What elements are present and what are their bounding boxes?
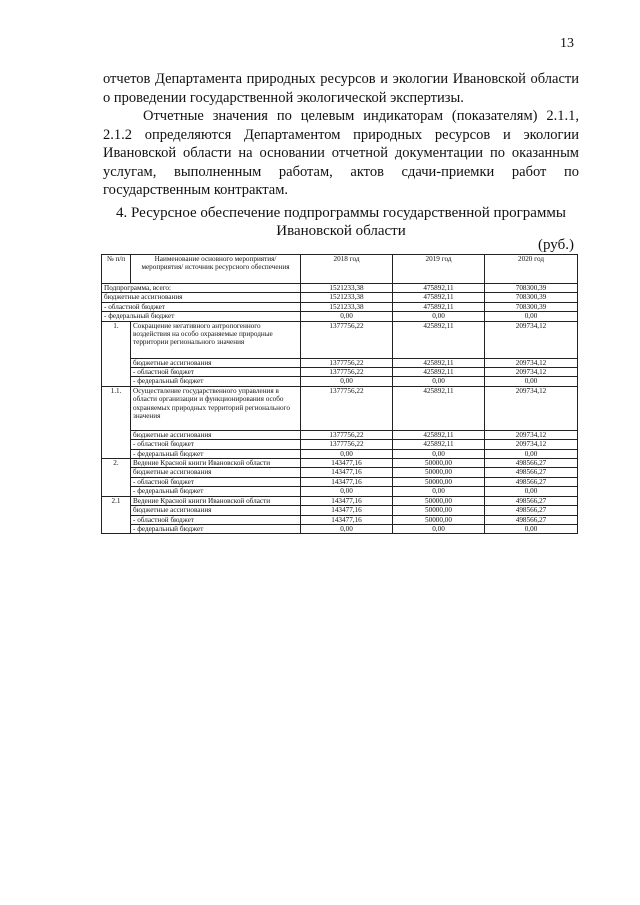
funding-row: [102, 377, 578, 386]
row-number: 2.: [102, 459, 131, 497]
header-2018: 2018 год: [301, 255, 393, 284]
funding-row: [102, 468, 578, 477]
value-2019: 0,00: [393, 312, 485, 321]
value-2020: 498566,27: [485, 515, 578, 524]
value-2019: 50000,00: [393, 506, 485, 515]
value-2018: 1521233,38: [301, 284, 393, 293]
value-2018: 1521233,38: [301, 293, 393, 302]
summary-row: [102, 302, 578, 311]
funding-row: [102, 449, 578, 458]
summary-row: [102, 284, 578, 293]
group-row: [102, 321, 578, 358]
section-title: [103, 204, 579, 240]
header-2019: 2019 год: [393, 255, 485, 284]
summary-row: [102, 293, 578, 302]
funding-row: [102, 515, 578, 524]
value-2019: 475892,11: [393, 302, 485, 311]
group-row: [102, 496, 578, 505]
row-number: 1.: [102, 321, 131, 386]
activity-title: Ведение Красной книги Ивановской области: [131, 496, 301, 505]
value-2018: 0,00: [301, 449, 393, 458]
row-label: - федеральный бюджет: [131, 449, 301, 458]
activity-title: Сокращение негативного антропогенного воздействия на особо охраняемые природные территории регионального значения: [131, 321, 301, 358]
value-2020: 209734,12: [485, 321, 578, 358]
value-2020: 498566,27: [485, 459, 578, 468]
value-2019: 425892,11: [393, 368, 485, 377]
funding-row: [102, 440, 578, 449]
value-2020: 0,00: [485, 377, 578, 386]
value-2019: 475892,11: [393, 284, 485, 293]
header-number: № п/п: [102, 255, 131, 284]
value-2018: 143477,16: [301, 515, 393, 524]
funding-row: [102, 368, 578, 377]
table-header-row: [102, 255, 578, 284]
paragraph-2: Отчетные значения по целевым индикаторам (показателям) 2.1.1, 2.1.2 определяются Департаментом природных ресурсов и экологии Ивановской области на основании отчетной документации по оказанным услугам, выполненным работам, актов сдачи-приемки работ по государственным контрактам.: [103, 108, 579, 198]
row-label: бюджетные ассигнования: [102, 293, 301, 302]
row-label: - федеральный бюджет: [131, 524, 301, 533]
value-2019: 425892,11: [393, 430, 485, 439]
value-2018: 1377756,22: [301, 430, 393, 439]
summary-row: [102, 312, 578, 321]
value-2018: 143477,16: [301, 506, 393, 515]
row-label: бюджетные ассигнования: [131, 506, 301, 515]
value-2018: 1377756,22: [301, 358, 393, 367]
row-number: 2.1: [102, 496, 131, 534]
activity-title: Ведение Красной книги Ивановской области: [131, 459, 301, 468]
activity-title: Осуществление государственного управления в области организации и функционирования особо охраняемых природных территорий регионального значения: [131, 386, 301, 430]
value-2019: 425892,11: [393, 386, 485, 430]
value-2020: 209734,12: [485, 368, 578, 377]
section-title-line-2: Ивановской области: [276, 223, 406, 239]
row-label: бюджетные ассигнования: [131, 430, 301, 439]
funding-row: [102, 477, 578, 486]
funding-row: [102, 524, 578, 533]
row-number: 1.1.: [102, 386, 131, 458]
value-2018: 143477,16: [301, 468, 393, 477]
value-2020: 0,00: [485, 312, 578, 321]
row-label: - областной бюджет: [131, 477, 301, 486]
value-2019: 425892,11: [393, 440, 485, 449]
value-2019: 0,00: [393, 524, 485, 533]
paragraph-1: отчетов Департамента природных ресурсов и экологии Ивановской области о проведении государственной экологической экспертизы.: [103, 71, 579, 106]
funding-row: [102, 487, 578, 496]
row-label: - федеральный бюджет: [131, 377, 301, 386]
value-2020: 0,00: [485, 524, 578, 533]
currency-unit: (руб.): [538, 237, 574, 253]
value-2020: 209734,12: [485, 430, 578, 439]
value-2019: 50000,00: [393, 468, 485, 477]
page-number: 13: [560, 36, 574, 51]
value-2020: 498566,27: [485, 468, 578, 477]
value-2019: 50000,00: [393, 515, 485, 524]
value-2020: 209734,12: [485, 358, 578, 367]
value-2020: 708300,39: [485, 302, 578, 311]
value-2018: 1377756,22: [301, 368, 393, 377]
funding-row: [102, 430, 578, 439]
resource-table: [101, 254, 578, 534]
value-2018: 0,00: [301, 487, 393, 496]
value-2020: 498566,27: [485, 506, 578, 515]
header-2020: 2020 год: [485, 255, 578, 284]
group-row: [102, 386, 578, 430]
value-2018: 143477,16: [301, 459, 393, 468]
header-name: Наименование основного мероприятия/ мероприятия/ источник ресурсного обеспечения: [131, 255, 301, 284]
row-label: - федеральный бюджет: [131, 487, 301, 496]
value-2019: 475892,11: [393, 293, 485, 302]
value-2019: 0,00: [393, 377, 485, 386]
row-label: - областной бюджет: [102, 302, 301, 311]
value-2019: 0,00: [393, 449, 485, 458]
value-2019: 425892,11: [393, 358, 485, 367]
value-2020: 0,00: [485, 487, 578, 496]
row-label: - федеральный бюджет: [102, 312, 301, 321]
value-2018: 143477,16: [301, 496, 393, 505]
value-2019: 0,00: [393, 487, 485, 496]
row-label: - областной бюджет: [131, 440, 301, 449]
value-2019: 50000,00: [393, 477, 485, 486]
row-label: - областной бюджет: [131, 368, 301, 377]
value-2018: 1377756,22: [301, 440, 393, 449]
table-body: [102, 284, 578, 534]
row-label: - областной бюджет: [131, 515, 301, 524]
value-2020: 708300,39: [485, 293, 578, 302]
value-2019: 50000,00: [393, 459, 485, 468]
row-label: Подпрограмма, всего:: [102, 284, 301, 293]
value-2020: 498566,27: [485, 477, 578, 486]
funding-row: [102, 506, 578, 515]
funding-row: [102, 358, 578, 367]
value-2018: 143477,16: [301, 477, 393, 486]
section-title-line-1: 4. Ресурсное обеспечение подпрограммы государственной программы: [116, 205, 566, 221]
value-2018: 0,00: [301, 312, 393, 321]
value-2020: 209734,12: [485, 440, 578, 449]
value-2019: 50000,00: [393, 496, 485, 505]
value-2018: 1377756,22: [301, 321, 393, 358]
row-label: бюджетные ассигнования: [131, 358, 301, 367]
row-label: бюджетные ассигнования: [131, 468, 301, 477]
value-2020: 708300,39: [485, 284, 578, 293]
value-2018: 1377756,22: [301, 386, 393, 430]
group-row: [102, 459, 578, 468]
value-2018: 0,00: [301, 377, 393, 386]
value-2020: 498566,27: [485, 496, 578, 505]
value-2020: 0,00: [485, 449, 578, 458]
value-2018: 1521233,38: [301, 302, 393, 311]
value-2018: 0,00: [301, 524, 393, 533]
value-2020: 209734,12: [485, 386, 578, 430]
value-2019: 425892,11: [393, 321, 485, 358]
